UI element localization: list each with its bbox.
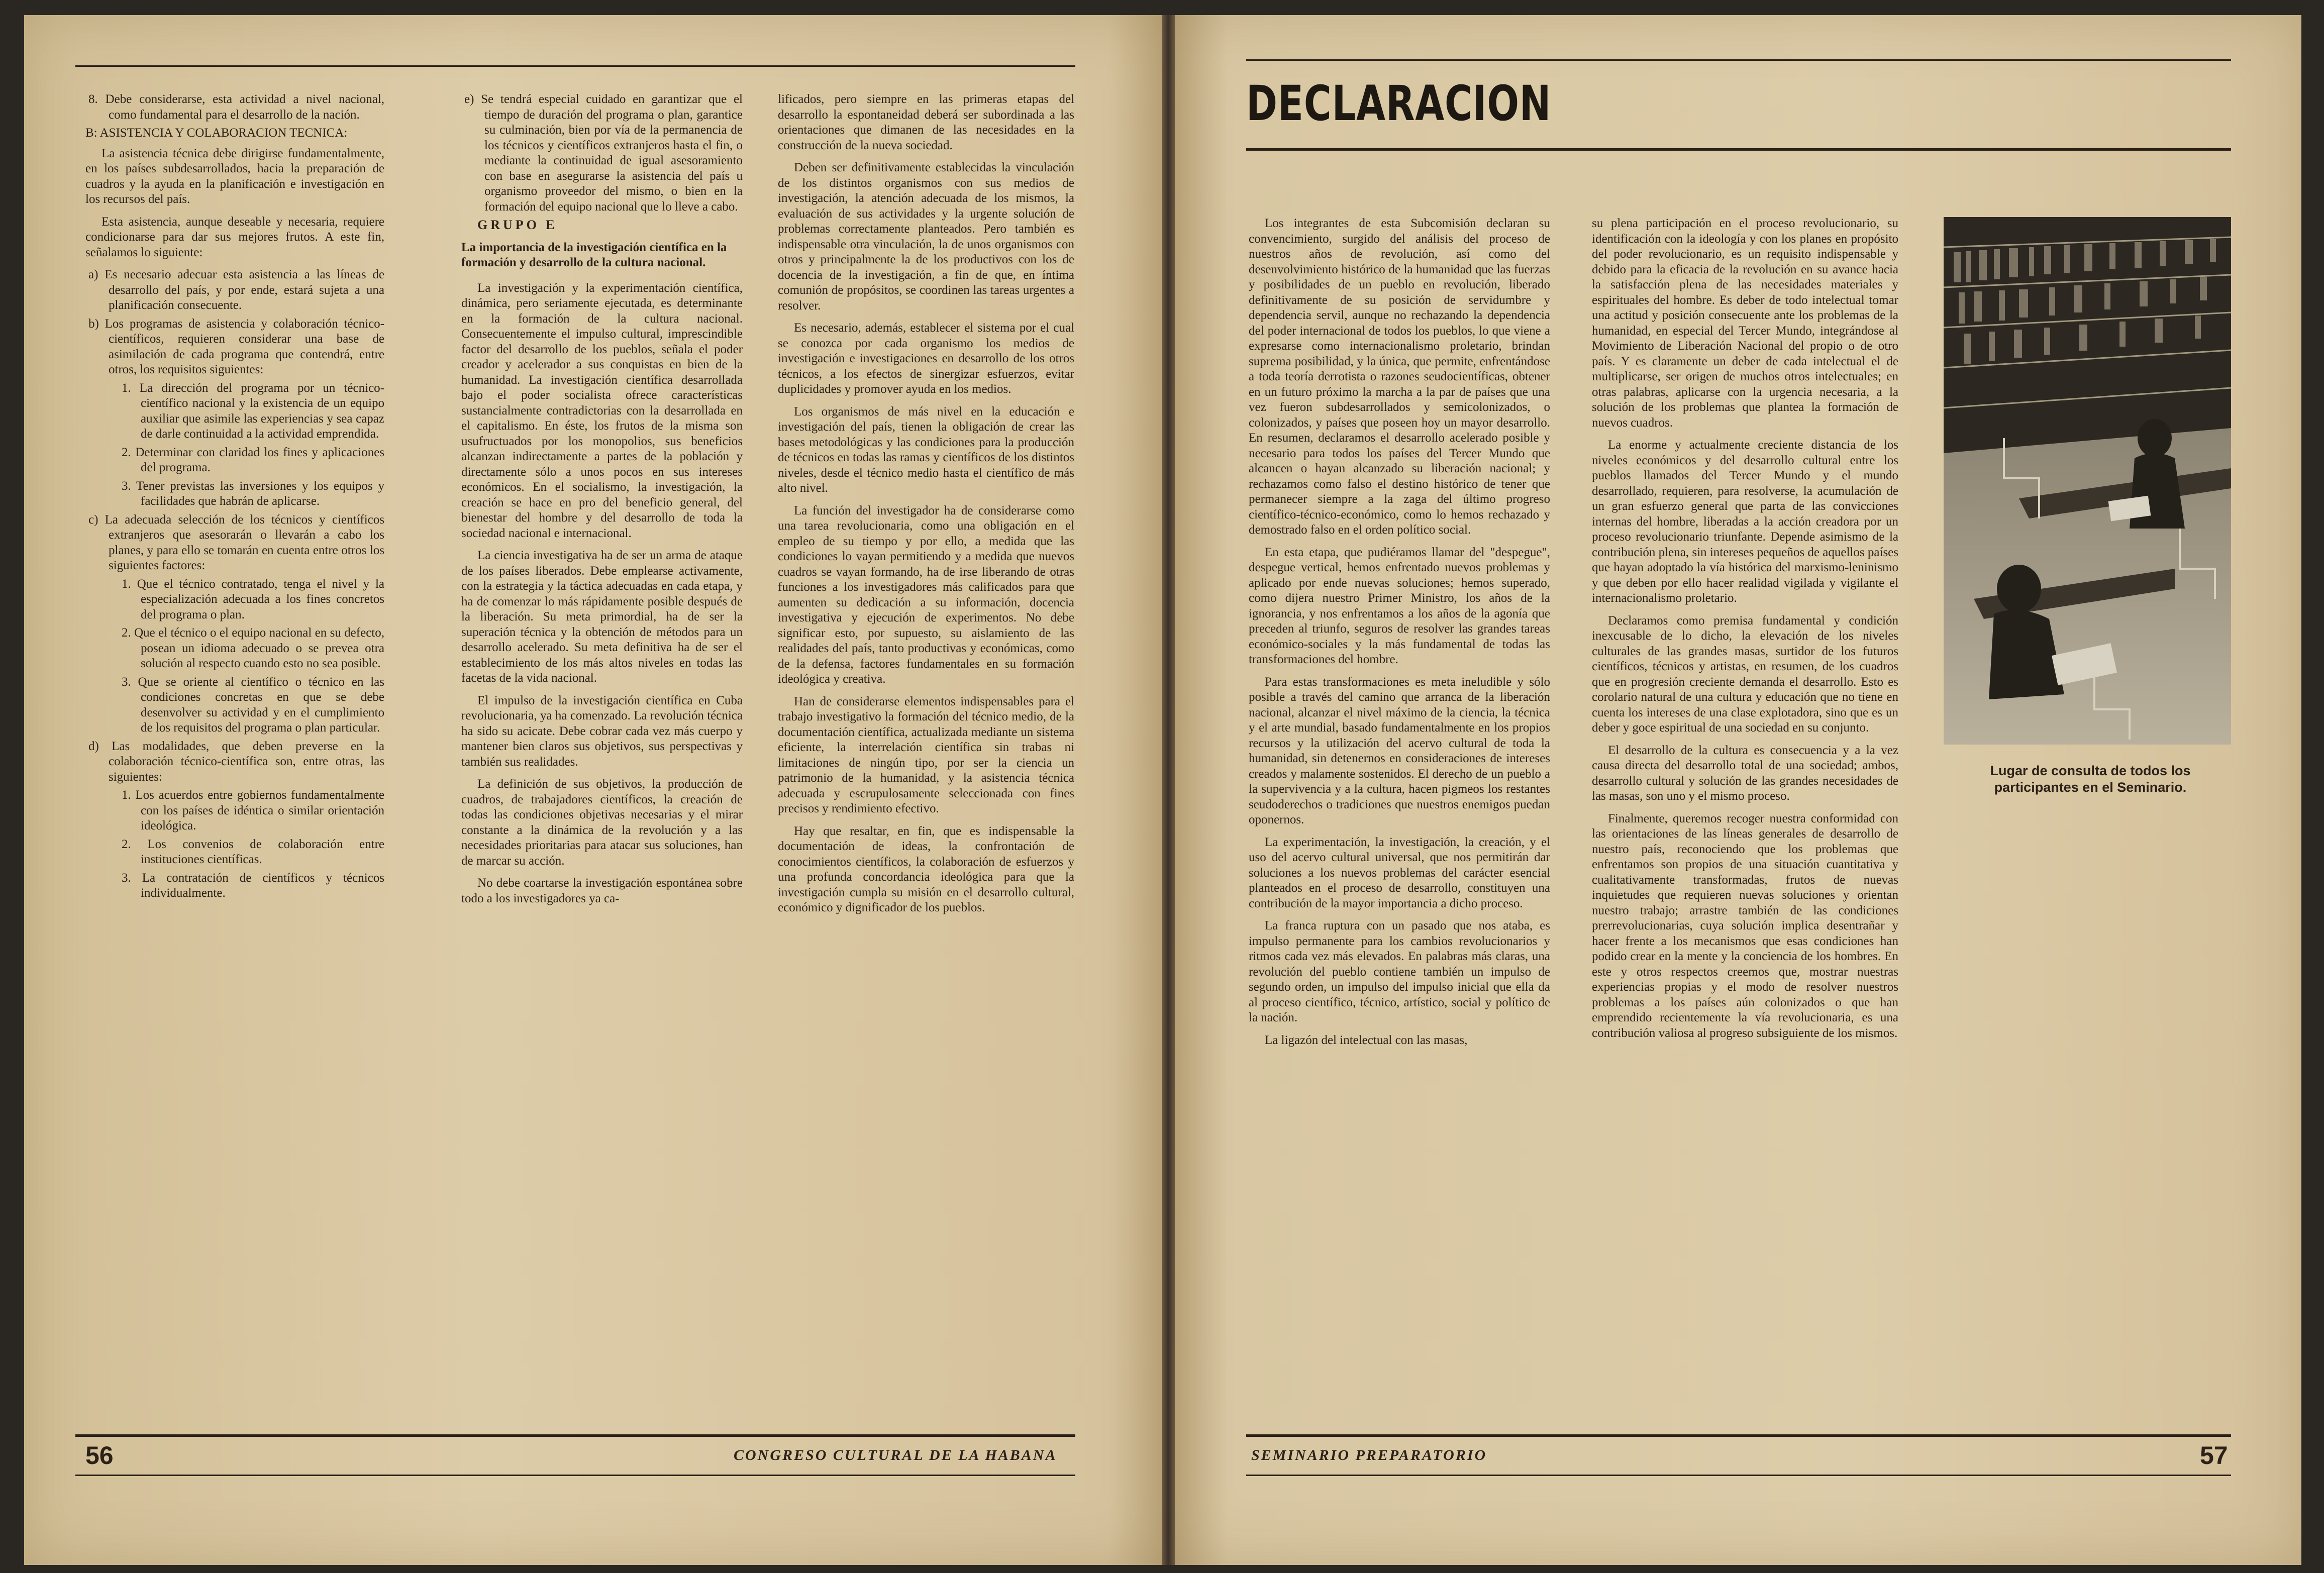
left-top-rule [75,65,1075,67]
left-bottom-rule [75,1434,1075,1437]
right-folio-rule [1246,1475,2231,1476]
page-title: DECLARACION [1246,75,1552,132]
right-bottom-rule [1246,1434,2231,1437]
grupo-heading: GRUPO E [477,218,558,232]
library-photo [1944,217,2231,745]
right-column-2 [1592,216,1898,1048]
paragraph: Es necesario, además, establecer el sistema por el cual se conozca por cada organismo los medios de investigación e investigaciones en desarrollo de los otros técnicos, a los efectos de sinergizar esfuerzos, evitar duplicidades y promover ayuda en los medios. [778,321,1074,396]
paragraph: La asistencia técnica debe dirigirse fundamentalmente, en los países subdesarrollados, hacia la preparación de cuadros y la ayuda en la planificación e investigación en los recursos del país. [85,146,384,206]
right-column-1 [1249,216,1550,1055]
right-running-title: SEMINARIO PREPARATORIO [1251,1447,1487,1463]
paragraph: La ligazón del intelectual con las masas, [1265,1033,1468,1047]
paragraph: La enorme y actualmente creciente distancia de los niveles económicos y del desarrollo cultural entre los pueblos llamados del Tercer Mundo y el mundo desarrollado, requieren, para resolverse, la acumulación de un gran esfuerzo general que parta de las convicciones internas del hombre, liberadas a la acción creadora por un proceso revolucionario triunfante. Depende asimismo de la contribución plena, sin intereses pequeños de aquellos países que hayan adoptado la vía histórica del marxismo-leninismo y que deben por ello hacer realidad vigilada y vigilante el internacionalismo proletario. [1592,438,1898,605]
paragraph: lificados, pero siempre en las primeras etapas del desarrollo la espontaneidad deberá ser subordinada a las orientaciones que dimanen de las necesidades en la construcción de la nueva sociedad. [778,92,1074,152]
list-item-e: e) Se tendrá especial cuidado en garantizar que el tiempo de duración del programa o plan, garantice su culminación, bien por vía de la permanencia de los técnicos y científicos extranjeros hasta el fin, o mediante la continuidad de igual asesoramiento con base en asegurarse la asistencia del país u organismo proveedor del mismo, o bien en la formación del equipo nacional que lo lleve a cabo. [464,92,743,214]
list-item-c: c) La adecuada selección de los técnicos y científicos extranjeros que asesorarán o llevarán a cabo los planes, y para ello se tomarán en cuenta entre otros los siguientes factores: [88,512,384,572]
paragraph: Hay que resaltar, en fin, que es indispensable la documentación de ideas, la confrontación de conocimientos científicos, la colaboración de esfuerzos y una profunda concordancia ideológica para que la investigación cumpla su misión en el desarrollo cultural, económico y dignificador de los pueblos. [778,824,1074,914]
book-gutter [1162,15,1175,1565]
left-column-1 [85,92,384,904]
list-subitem: 2. Determinar con claridad los fines y aplicaciones del programa. [122,445,384,474]
paragraph: El impulso de la investigación científica en Cuba revolucionaria, ya ha comenzado. La revolución técnica ha sido su acicate. Debe cobrar cada vez más cuerpo y mantener bien claros sus objetivos, sus perspectivas y también sus realidades. [461,693,743,769]
paragraph: Deben ser definitivamente establecidas la vinculación de los distintos organismos con sus medios de investigación, la atención adecuada de los mismos, la evaluación de sus actividades y la urgente solución de problemas correctamente planteados. Pero también es indispensable otra vinculación, la de unos organismos con otros y principalmente la de los productivos con los de docencia de la investigación, a fin de que, en íntima comunión de propósitos, se coordinen las tareas urgentes a resolver. [778,161,1074,312]
paragraph: La experimentación, la investigación, la creación, y el uso del acervo cultural universal, que nos permitirán dar soluciones a los nuevos problemas del carácter esencial planteados en el proceso de desarrollo, constituyen una contribución de la mayor importancia a dicho proceso. [1249,835,1550,910]
list-subitem: 1. Que el técnico contratado, tenga el nivel y la especialización adecuada a los fines concretos del programa o plan. [122,577,384,621]
paragraph: La función del investigador ha de considerarse como una tarea revolucionaria, como una obligación en el empleo de su tiempo y por ello, a medida que las condiciones lo vayan permitiendo y a medida que nuevos cuadros se vayan formando, ha de irse liberando de otras funciones a los investigadores más calificados para que aumenten su dedicación a su información, docencia investigativa y ejecución de experimentos. No debe significar esto, por supuesto, su aislamiento de las realidades del país, tanto productivas y económicas, como de la defensa, factores fundamentales en su formación ideológica y creativa. [778,503,1074,686]
list-subitem: 2. Que el técnico o el equipo nacional en su defecto, posean un idioma adecuado o se prevea otra solución al respecto cuando esto no sea posible. [122,626,384,670]
paragraph: Han de considerarse elementos indispensables para el trabajo investigativo la formación del técnico medio, de la documentación científica, actualizada mediante un sistema eficiente, la interrelación científica sin trabas ni limitaciones de ningún tipo, por ser la ciencia un patrimonio de la humanidad, y la asistencia técnica adecuada y escrupulosamente seleccionada con fines precisos y rendimiento efectivo. [778,694,1074,815]
left-folio-rule [75,1475,1075,1476]
paragraph: La franca ruptura con un pasado que nos ataba, es impulso permanente para los cambios revolucionarios y ritmos cada vez más elevados. En palabras más claras, una revolución del pueblo contiene también un impulso de segundo orden, un impulso del impulso inicial que ella da al proceso científico, técnico, artístico, social y político de la nación. [1249,919,1550,1024]
left-running-title: CONGRESO CULTURAL DE LA HABANA [734,1447,1057,1463]
paragraph: La investigación y la experimentación científica, dinámica, pero seriamente ejecutada, es determinante en la formación de la cultura nacional. Consecuentemente el impulso cultural, imprescindible factor del desarrollo de los pueblos, señala el poder creador y acelerador a sus conquistas en bien de la humanidad. La investigación científica desarrollada bajo el poder socialista ofrece características sustancialmente contradictorias con la desarrollada en el capitalismo. En éste, los frutos de la misma son usufructuados por los monopolios, sus beneficios alcanzan indirectamente a partes de la población y directamente sólo a unos pocos en sus intereses económicos. En el socialismo, la investigación, la creación se hace en pro del beneficio general, del bienestar del hombre y del desarrollo de toda la sociedad nacional e internacional. [461,281,743,540]
paragraph: La ciencia investigativa ha de ser un arma de ataque de los países liberados. Debe emplearse activamente, con la estrategia y la táctica adecuadas en cada etapa, y ha de comenzar lo más rápidamente posible después de la liberación. Su meta primordial, ha de ser la superación técnica y la obtención de métodos para un desarrollo acelerado. Su meta definitiva ha de ser el establecimiento de los más altos niveles en todas las facetas de la vida nacional. [461,549,743,685]
list-subitem: 1. La dirección del programa por un técnico-científico nacional y la existencia de un equipo auxiliar que asimile las experiencias y sea capaz de darle continuidad a la actividad emprendida. [122,381,384,441]
list-subitem: 2. Los convenios de colaboración entre instituciones científicas. [122,837,384,866]
right-title-rule [1246,148,2231,151]
list-subitem: 3. La contratación de científicos y técnicos individualmente. [122,871,384,900]
paragraph: El desarrollo de la cultura es consecuencia y a la vez causa directa del desarrollo total de una sociedad; ambos, desarrollo cultural y solución de las grandes necesidades de las masas, son uno y el mismo proceso. [1592,743,1898,803]
paragraph: La definición de sus objetivos, la producción de cuadros, de trabajadores científicos, la creación de todas las condiciones objetivas necesarias y el mirar constante a la dinámica de la revolución y a las necesidades prioritarias para atacar sus soluciones, han de marcar su acción. [461,777,743,868]
paragraph: Esta asistencia, aunque deseable y necesaria, requiere condicionarse para dar sus mejores frutos. A este fin, señalamos lo siguiente: [85,215,384,259]
section-b-heading: B: ASISTENCIA Y COLABORACION TECNICA: [85,126,348,140]
left-page-number: 56 [85,1441,114,1470]
paragraph: Para estas transformaciones es meta ineludible y sólo posible a través del camino que arranca de la liberación nacional, alcanzar el nivel máximo de la ciencia, la técnica y el arte mundial, basado fundamentalmente en los propios recursos y la utilización del acervo cultural de toda la humanidad, sin detenernos en consideraciones de intereses creados y malamente sostenidos. El derecho de un pueblo a la supervivencia y a la cultura, hacen pigmeos los restantes seudoderechos o tradiciones que nuestros enemigos puedan oponernos. [1249,675,1550,826]
list-item-a: a) Es necesario adecuar esta asistencia a las líneas de desarrollo del país, y por ende, estará sujeta a una planificación consecuente. [88,268,384,312]
paragraph: Los organismos de más nivel en la educación e investigación del país, tienen la obligación de crear las bases metodológicas y las condiciones para la producción de técnicos en todas las ramas y científicos de los distintos niveles, desde el técnico medio hasta el científico de más alto nivel. [778,404,1074,495]
paragraph: su plena participación en el proceso revolucionario, su identificación con la ideología y con los planes en propósito del poder revolucionario, es un requisito indispensable y debido para la eficacia de la revolución en su avance hacia la satisfacción plena de las necesidades materiales y espirituales del hombre. Es deber de todo intelectual tomar una actitud y posición consecuente ante los problemas de la humanidad, en especial del Tercer Mundo, integrándose al Movimiento de Liberación Nacional del propio o de otro país. Y es claramente un deber de cada intelectual el de multiplicarse, ser origen de muchos otros intelectuales; en otras palabras, aplicarse con la urgencia necesaria, a la solución de los problemas que plantea la formación de nuevos cuadros. [1592,217,1898,430]
paragraph: Los integrantes de esta Subcomisión declaran su convencimiento, surgido del análisis del proceso de nuestros años de revolución, así como del desenvolvimiento histórico de la humanidad que las fuerzas y posibilidades de un pueblo en revolución, liberado definitivamente de su posición de servidumbre y dependencia servil, aunque no rechazando la dependencia del poder internacional de todos los pueblos, lo que viene a expresarse como internacionalismo proletario, brindan suprema posibilidad, y la única, que permite, enfrentándose a toda teoría derrotista o razones seudocientíficas, obtener en un futuro próximo la marcha a la par de países que una vez fueron subdesarrollados y semicolonizados, o colonizados, y países que poseen hoy un mayor desarrollo. En resumen, declaramos el desarrollo acelerado posible y necesario para todos los países del Tercer Mundo que alcancen o hayan alcanzado su liberación nacional; y rechazamos como falso el destino histórico de tener que permanecer siempre a la zaga del último progreso científico-técnico-económico, como lo hemos rechazado y demostrado falso en el orden político social. [1249,217,1550,537]
paragraph: Finalmente, queremos recoger nuestra conformidad con las orientaciones de las líneas generales de desarrollo de nuestro país, reconociendo que los problemas que enfrentamos son propios de una situación cuantitativa y cualitativamente transformadas, frutos de nuevas inquietudes que requieren nuevas soluciones y orientan nuestro trabajo; arrastre también de las condiciones prerrevolucionarias, cuya solución implica desentrañar y hacer frente a los mecanismos que esas condiciones han podido crear en la mente y la conciencia de los hombres. En este y otros respectos creemos que, mostrar nuestras experiencias propias y el modo de resolver nuestros problemas a los países aún colonizados o que han emprendido recientemente la vía revolucionaria, es una contribución valiosa al progreso subsiguiente de los mismos. [1592,811,1898,1040]
list-item-d: d) Las modalidades, que deben preverse en la colaboración técnico-científica son, entre otras, las siguientes: [88,739,384,784]
right-page-number: 57 [2200,1441,2228,1470]
right-top-rule [1246,59,2231,61]
photo-caption: Lugar de consulta de todos los participantes en el Seminario. [1990,763,2191,795]
list-subitem: 1. Los acuerdos entre gobiernos fundamentalmente con los países de idéntica o similar orientación ideológica. [122,788,384,832]
list-subitem: 3. Tener previstas las inversiones y los equipos y facilidades que habrán de aplicarse. [122,479,384,508]
left-column-3 [778,92,1074,923]
list-subitem: 3. Que se oriente al científico o técnico en las condiciones concretas en que se debe desenvolver su actividad y en el cumplimiento de los requisitos del programa o plan particular. [122,675,384,735]
paragraph: No debe coartarse la investigación espontánea sobre todo a los investigadores ya ca- [461,876,743,905]
left-column-2 [461,92,743,913]
item-8: 8. Debe considerarse, esta actividad a nivel nacional, como fundamental para el desarrollo de la nación. [88,92,384,122]
paragraph: En esta etapa, que pudiéramos llamar del "despegue", despegue vertical, hemos enfrentado nuevos problemas y aplicado por ende nuevas soluciones; hemos superado, como dijera nuestro Primer Ministro, los años de la ignorancia, y nos enfrentamos a los años de la agonía que preceden al triunfo, seguros de resolver las grandes tareas económico-sociales y la más fundamental de todas las transformaciones del hombre. [1249,545,1550,666]
list-item-b: b) Los programas de asistencia y colaboración técnico-científicos, requieren considerar una base de asimilación de cada programa que contendrá, entre otros, los requisitos siguientes: [88,317,384,376]
paragraph: Declaramos como premisa fundamental y condición inexcusable de lo dicho, la elevación de los niveles culturales de las grandes masas, surtidor de los futuros científicos, técnicos y artistas, en resumen, de los cuadros que en progresión creciente demanda el desarrollo. Esto es corolario natural de una cultura y educación que no tiene en cuenta los intereses de una clase explotadora, sino que es un deber y goce espiritual de una sociedad en su conjunto. [1592,613,1898,735]
section-heading: La importancia de la investigación científica en la formación y desarrollo de la cultura nacional. [461,240,727,269]
